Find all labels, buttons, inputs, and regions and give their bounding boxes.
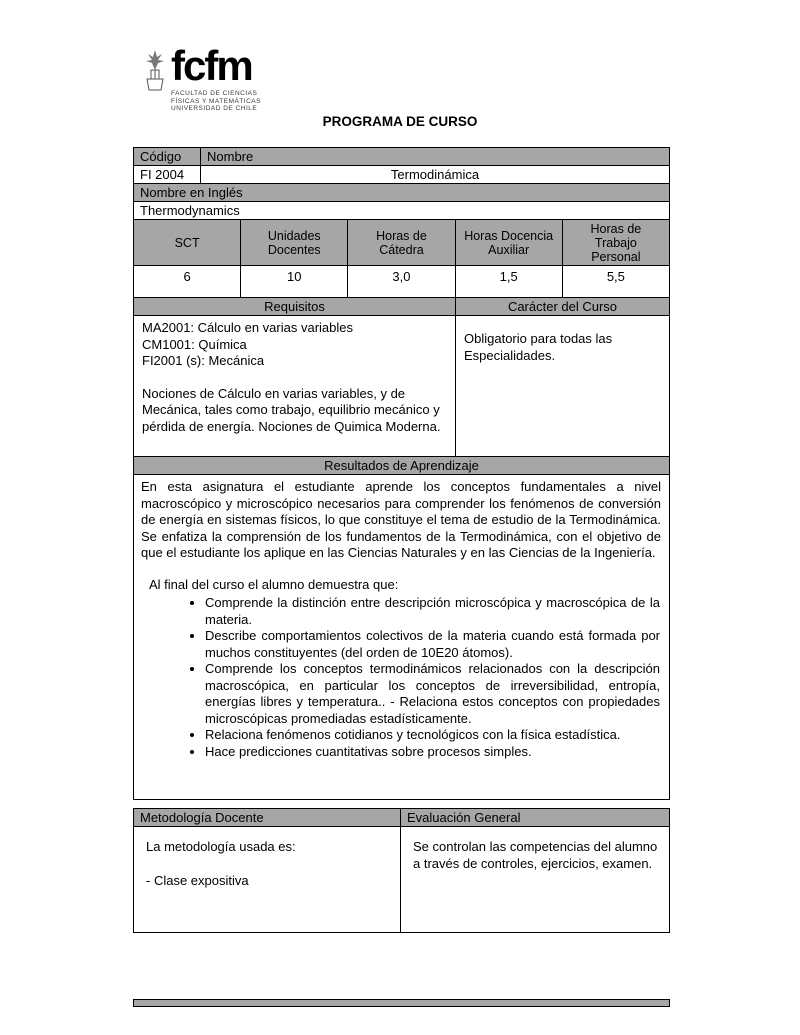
logro-item: • Describe comportamientos colectivos de la materia cuando está formada por muchos constituyentes (del orden de 10E20 átomos). (205, 628, 661, 661)
page-title: PROGRAMA DE CURSO (322, 114, 478, 129)
hours-header-docencia-auxiliar: Horas Docencia Auxiliar (455, 220, 562, 266)
logro-item: • Hace predicciones cuantitativas sobre procesos simples. (205, 744, 661, 761)
hours-header-sct: SCT (134, 220, 241, 266)
metodologia-line: La metodología usada es: (146, 839, 296, 854)
hours-header-unidades-docentes: Unidades Docentes (241, 220, 348, 266)
requisito-item: FI2001 (s): Mecánica (142, 353, 265, 368)
hours-value-unidades-docentes: 10 (241, 266, 348, 298)
caracter-cell: Obligatorio para todas las Especialidades. (456, 316, 670, 457)
caracter-header: Carácter del Curso (456, 298, 670, 316)
logo-subtext (171, 90, 261, 113)
nombre-value: Termodinámica (201, 166, 670, 184)
logo-subtext-line: FÍSICAS Y MATEMÁTICAS (171, 97, 261, 105)
metodologia-cell (134, 827, 401, 933)
hours-value-docencia-auxiliar: 1,5 (455, 266, 562, 298)
logro-item: • Relaciona fenómenos cotidianos y tecnológicos con la física estadística. (205, 727, 661, 744)
logo-text-block (171, 44, 261, 113)
resultados-cell (134, 475, 670, 800)
fcfm-logo (142, 44, 261, 113)
logro-item: • Comprende los conceptos termodinámicos relacionados con la descripción macroscópica, en particular los conceptos de irreversibilidad, entropía, energías libres y temperatura.. - Relaciona estos conceptos con propiedades microscópicas promediadas estadísticamente. (205, 661, 661, 727)
requisito-item: MA2001: Cálculo en varias variables (142, 320, 353, 335)
course-table (133, 147, 670, 800)
logo-brand: fcfm (171, 42, 252, 89)
nombre-header: Nombre (201, 148, 670, 166)
hours-header-trabajo-personal: Horas de Trabajo Personal (562, 220, 669, 266)
logros-list (141, 595, 661, 760)
requisitos-header: Requisitos (134, 298, 456, 316)
logo-subtext-line: FACULTAD DE CIENCIAS (171, 90, 258, 97)
code-name-table (133, 147, 670, 220)
ingles-value: Thermodynamics (134, 202, 670, 220)
logo-subtext-line: UNIVERSIDAD DE CHILE (171, 105, 258, 112)
requisitos-table (133, 297, 670, 457)
university-emblem-icon (142, 48, 168, 92)
metodologia-header: Metodología Docente (134, 809, 401, 827)
requisitos-nota: Nociones de Cálculo en varias variables, y de Mecánica, tales como trabajo, equilibrio mecánico y pérdida de energía. Nociones de Quimica Moderna. (142, 385, 441, 434)
metodologia-line: - Clase expositiva (146, 872, 249, 888)
metodologia-evaluacion-table (133, 808, 670, 933)
resultados-intro: En esta asignatura el estudiante aprende los conceptos fundamentales a nivel macroscópico y microscópico necesarios para comprender los fenómenos de conversión de energía en sistemas físicos, lo que constituye el tema de estudio de la Termodinámica. Se enfatiza la comprensión de los fundamentos de la Termodinámica, con el objetivo de que el estudiante los aplique en las Ciencias Naturales y en las Ciencias de la Ingeniería. (141, 479, 661, 560)
hours-table (133, 219, 670, 298)
resultados-header: Resultados de Aprendizaje (134, 457, 670, 475)
evaluacion-header: Evaluación General (401, 809, 670, 827)
codigo-value: FI 2004 (134, 166, 201, 184)
requisitos-cell (134, 316, 456, 457)
ingles-header: Nombre en Inglés (134, 184, 670, 202)
hours-header-horas-catedra: Horas de Cátedra (348, 220, 455, 266)
next-section-header-bar (133, 999, 670, 1007)
resultados-table (133, 456, 670, 800)
logro-item: • Comprende la distinción entre descripción microscópica y macroscópica de la materia. (205, 595, 661, 628)
hours-value-horas-catedra: 3,0 (348, 266, 455, 298)
resultados-subhead: Al final del curso el alumno demuestra que: (149, 576, 399, 592)
evaluacion-cell: Se controlan las competencias del alumno a través de controles, ejercicios, examen. (401, 827, 670, 933)
codigo-header: Código (134, 148, 201, 166)
hours-value-sct: 6 (134, 266, 241, 298)
requisito-item: CM1001: Química (142, 336, 247, 352)
hours-value-trabajo-personal: 5,5 (562, 266, 669, 298)
